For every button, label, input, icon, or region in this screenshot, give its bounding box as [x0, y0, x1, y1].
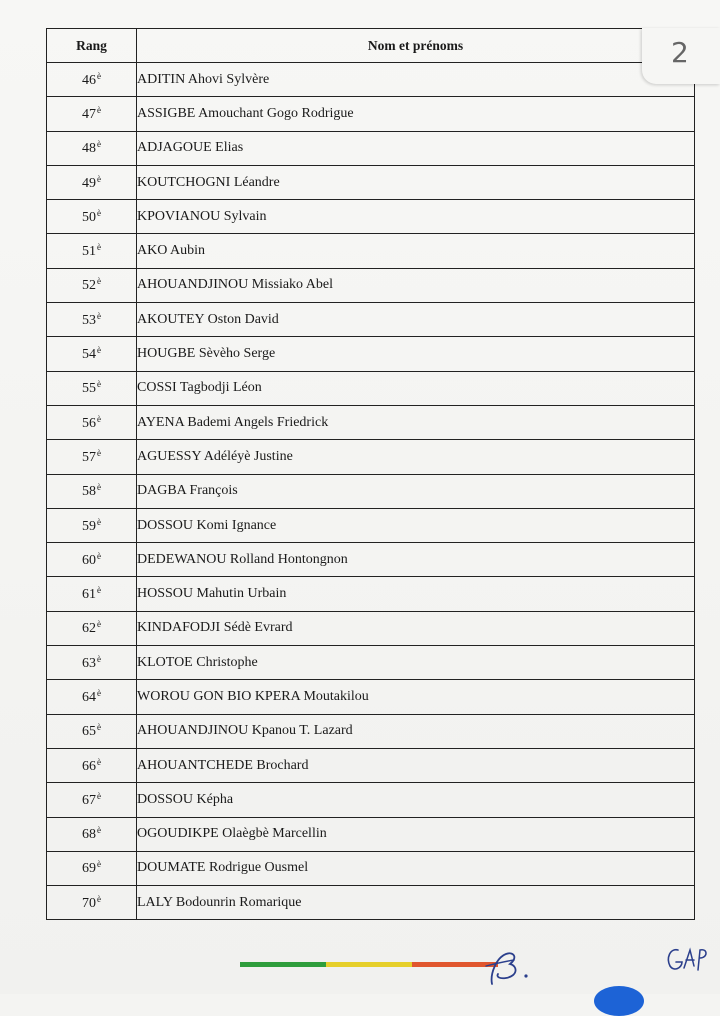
name-cell: KINDAFODJI Sédè Evrard	[137, 611, 695, 645]
table-row	[47, 268, 695, 302]
rank-number: 69	[82, 861, 96, 877]
rank-number: 70	[82, 895, 96, 911]
table-row	[47, 474, 695, 508]
rank-suffix: è	[97, 722, 101, 733]
rank-suffix: è	[97, 482, 101, 493]
rank-suffix: è	[97, 70, 101, 81]
table-row	[47, 165, 695, 199]
rank-suffix: è	[97, 242, 101, 253]
table-header-row	[47, 29, 695, 63]
rank-number: 61	[82, 587, 96, 603]
flag-stripe-yellow	[326, 962, 412, 967]
flag-stripe-green	[240, 962, 326, 967]
name-cell: WOROU GON BIO KPERA Moutakilou	[137, 680, 695, 714]
table-row	[47, 97, 695, 131]
rank-number: 63	[82, 655, 96, 671]
table-row	[47, 405, 695, 439]
rank-number: 58	[82, 484, 96, 500]
rank-suffix: è	[97, 447, 101, 458]
rank-number: 54	[82, 347, 96, 363]
name-cell: KPOVIANOU Sylvain	[137, 200, 695, 234]
table-row	[47, 748, 695, 782]
rank-cell	[47, 371, 137, 405]
table-row	[47, 303, 695, 337]
table-row	[47, 63, 695, 97]
rank-cell	[47, 165, 137, 199]
name-cell: AHOUANTCHEDE Brochard	[137, 748, 695, 782]
rank-cell	[47, 337, 137, 371]
initials-signature-left	[484, 944, 544, 990]
rank-suffix: è	[97, 207, 101, 218]
rank-suffix: è	[97, 173, 101, 184]
rank-cell	[47, 303, 137, 337]
table-row	[47, 714, 695, 748]
name-cell: ASSIGBE Amouchant Gogo Rodrigue	[137, 97, 695, 131]
name-cell: DAGBA François	[137, 474, 695, 508]
table-row	[47, 200, 695, 234]
rank-cell	[47, 817, 137, 851]
rank-cell	[47, 97, 137, 131]
rank-number: 64	[82, 689, 96, 705]
rank-suffix: è	[97, 653, 101, 664]
table-row	[47, 337, 695, 371]
name-cell: HOSSOU Mahutin Urbain	[137, 577, 695, 611]
rank-number: 46	[82, 72, 96, 88]
name-cell: ADITIN Ahovi Sylvère	[137, 63, 695, 97]
rank-number: 48	[82, 141, 96, 157]
rank-number: 53	[82, 312, 96, 328]
rank-suffix: è	[97, 893, 101, 904]
table-row	[47, 234, 695, 268]
rank-number: 49	[82, 175, 96, 191]
rank-suffix: è	[97, 859, 101, 870]
rank-number: 50	[82, 209, 96, 225]
rank-suffix: è	[97, 104, 101, 115]
rank-suffix: è	[97, 139, 101, 150]
rank-number: 60	[82, 552, 96, 568]
name-cell: DOSSOU Komi Ignance	[137, 508, 695, 542]
table-row	[47, 371, 695, 405]
rank-suffix: è	[97, 585, 101, 596]
rank-number: 55	[82, 381, 96, 397]
table-row	[47, 783, 695, 817]
name-cell: DOSSOU Képha	[137, 783, 695, 817]
rank-number: 47	[82, 106, 96, 122]
rank-cell	[47, 543, 137, 577]
rank-cell	[47, 508, 137, 542]
name-cell: HOUGBE Sèvèho Serge	[137, 337, 695, 371]
table-row	[47, 817, 695, 851]
name-cell: ADJAGOUE Elias	[137, 131, 695, 165]
rank-number: 51	[82, 244, 96, 260]
initials-signature-right	[664, 944, 710, 976]
rank-number: 56	[82, 415, 96, 431]
table-row	[47, 131, 695, 165]
rank-cell	[47, 200, 137, 234]
rank-suffix: è	[97, 790, 101, 801]
rank-suffix: è	[97, 310, 101, 321]
name-cell: KOUTCHOGNI Léandre	[137, 165, 695, 199]
rank-cell	[47, 268, 137, 302]
name-cell: AGUESSY Adéléyè Justine	[137, 440, 695, 474]
rank-suffix: è	[97, 413, 101, 424]
rank-cell	[47, 886, 137, 920]
table-row	[47, 577, 695, 611]
rank-cell	[47, 783, 137, 817]
name-cell: AKO Aubin	[137, 234, 695, 268]
page-number: 2	[671, 36, 689, 69]
rank-number: 62	[82, 621, 96, 637]
name-cell: LALY Bodounrin Romarique	[137, 886, 695, 920]
rank-cell	[47, 680, 137, 714]
name-cell: AKOUTEY Oston David	[137, 303, 695, 337]
rank-suffix: è	[97, 516, 101, 527]
rank-suffix: è	[97, 825, 101, 836]
rank-cell	[47, 131, 137, 165]
table-row	[47, 543, 695, 577]
rank-cell	[47, 440, 137, 474]
rank-number: 66	[82, 758, 96, 774]
rank-number: 65	[82, 724, 96, 740]
rank-cell	[47, 611, 137, 645]
name-cell: DEDEWANOU Rolland Hontongnon	[137, 543, 695, 577]
rank-cell	[47, 63, 137, 97]
name-column-header: Nom et prénoms	[137, 29, 695, 63]
name-cell: OGOUDIKPE Olaègbè Marcellin	[137, 817, 695, 851]
rank-suffix: è	[97, 619, 101, 630]
ranking-table	[46, 28, 695, 920]
rank-suffix: è	[97, 756, 101, 767]
table-row	[47, 646, 695, 680]
name-cell: COSSI Tagbodji Léon	[137, 371, 695, 405]
blue-sticker-edge	[594, 986, 644, 1016]
rank-cell	[47, 748, 137, 782]
name-cell: DOUMATE Rodrigue Ousmel	[137, 851, 695, 885]
rank-cell	[47, 577, 137, 611]
rank-cell	[47, 405, 137, 439]
rank-cell	[47, 234, 137, 268]
rank-cell	[47, 474, 137, 508]
rank-number: 52	[82, 278, 96, 294]
name-cell: AHOUANDJINOU Kpanou T. Lazard	[137, 714, 695, 748]
rank-number: 57	[82, 449, 96, 465]
table-row	[47, 886, 695, 920]
table-row	[47, 508, 695, 542]
rank-cell	[47, 851, 137, 885]
table-row	[47, 611, 695, 645]
rank-suffix: è	[97, 345, 101, 356]
rank-suffix: è	[97, 550, 101, 561]
rank-suffix: è	[97, 276, 101, 287]
table-body	[47, 63, 695, 920]
rank-suffix: è	[97, 687, 101, 698]
rank-column-header: Rang	[47, 29, 137, 63]
name-cell: AYENA Bademi Angels Friedrick	[137, 405, 695, 439]
rank-number: 67	[82, 792, 96, 808]
rank-number: 68	[82, 827, 96, 843]
rank-cell	[47, 714, 137, 748]
rank-number: 59	[82, 518, 96, 534]
rank-cell	[47, 646, 137, 680]
rank-suffix: è	[97, 379, 101, 390]
name-cell: AHOUANDJINOU Missiako Abel	[137, 268, 695, 302]
name-cell: KLOTOE Christophe	[137, 646, 695, 680]
table-row	[47, 851, 695, 885]
table-row	[47, 440, 695, 474]
table-row	[47, 680, 695, 714]
